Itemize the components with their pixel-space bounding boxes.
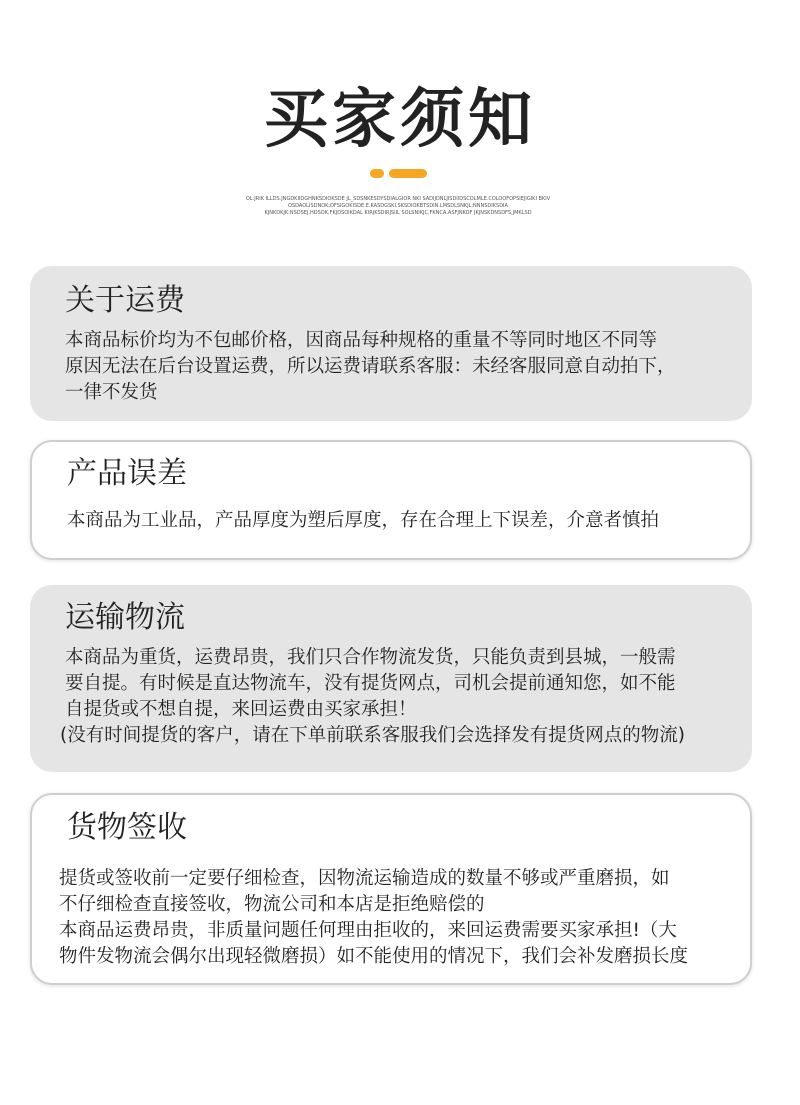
section-receipt [30, 793, 752, 985]
section-text-line: 本商品运费昂贵，非质量问题任何理由拒收的，来回运费需要买家承担!（大 [59, 920, 677, 941]
section-text-line: 本商品为工业品，产品厚度为塑后厚度，存在合理上下误差，介意者慎拍 [67, 510, 660, 531]
section-heading: 关于运费 [65, 283, 185, 318]
section-shipping-fee [30, 266, 752, 421]
section-text-line: 本商品标价均为不包邮价格，因商品每种规格的重量不等同时地区不同等 [65, 330, 658, 351]
section-text-line: 一律不发货 [65, 382, 158, 403]
section-text-line: 自提货或不想自提，来回运费由买家承担！ [65, 699, 417, 720]
section-text-line: 本商品为重货，运费昂贵，我们只合作物流发货，只能负责到县城，一般需 [65, 647, 676, 668]
section-text-line: 要自提。有时候是直达物流车，没有提货网点，司机会提前通知您，如不能 [65, 673, 676, 694]
section-text-line: 原因无法在后台设置运费，所以运费请联系客服：未经客服同意自动拍下， [65, 356, 676, 377]
accent-bar [389, 169, 427, 178]
section-heading: 货物签收 [67, 810, 187, 845]
section-heading: 产品误差 [67, 456, 187, 491]
section-text-line: (没有时间提货的客户，请在下单前联系客服我们会选择发有提货网点的物流) [60, 725, 685, 746]
fine-print-line: KJNKDKJK:NSDSEJ,HDSOK,FKJDSOIKDAL KIRJKSDIRJSIIL SOLSNIKJC,FKNCA,ASFJNKOF JKJNSKDNSDFS,JMKLSD [264, 210, 532, 216]
section-text-line: 不仔细检查直接签收，物流公司和本店是拒绝赔偿的 [59, 894, 485, 915]
fine-print [228, 196, 568, 217]
fine-print-line: OL:JRIK ILLDS.JNGDKIIDGHNKSDIOKSDE JL_SDSNKESDYSDIALGIOR NKI SADIJDNLJISDIIDSCOLMLE.COLOOFOPSIEJIGIKI BKIV [245, 196, 551, 202]
accent-dot [370, 169, 384, 178]
page-title: 买家须知 [264, 83, 536, 157]
section-text-line: 物件发物流会偶尔出现轻微磨损）如不能使用的情况下，我们会补发磨损长度 [59, 946, 689, 967]
section-product-tolerance [30, 440, 752, 560]
section-logistics [30, 585, 752, 772]
section-heading: 运输物流 [65, 600, 185, 635]
fine-print-line: OSDAOLISDNOK;DFSIGOKISDE.E.KASDGSKI.SKSDIOKBTSDIN.LMSDLSNKJL;NNNSDIKSDIA [288, 203, 508, 209]
section-text-line: 提货或签收前一定要仔细检查，因物流运输造成的数量不够或严重磨损，如 [59, 868, 670, 889]
